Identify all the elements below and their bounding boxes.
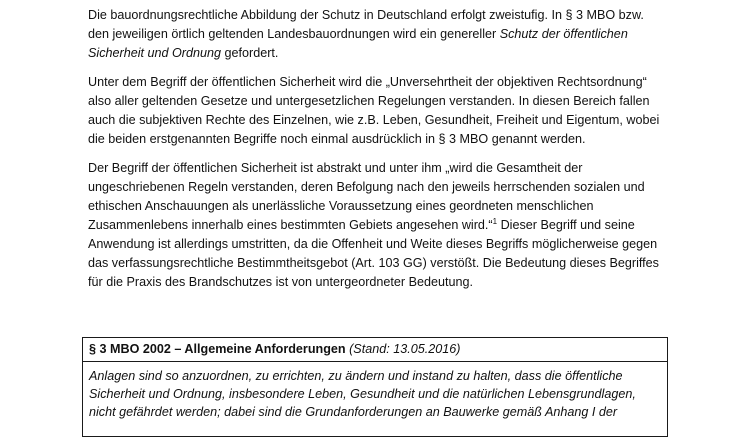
document-body (88, 6, 668, 302)
law-title-text: § 3 MBO 2002 – Allgemeine Anforderungen (89, 342, 346, 356)
paragraph-3-tail: Dieser Begriff und seine Anwendung ist allerdings umstritten, da die Offenheit und Weite dieses Begriffs möglicherweise gegen das verfassungsrechtliche Bestimmtheitsgebot (Art. 103 GG) verstößt. Die Bedeutung dieses Begriffes für die Praxis des Brandschutzes ist von untergeordneter Bedeutung. (88, 218, 659, 289)
paragraph-1-text: Die bauordnungsrechtliche Abbildung der Schutz in Deutschland erfolgt zweistufig. In § 3 MBO bzw. den jeweiligen örtlich geltenden Landesbauordnungen wird ein genereller (88, 8, 644, 41)
paragraph-2: Unter dem Begriff der öffentlichen Sicherheit wird die „Unversehrtheit der objektiven Rechtsordnung“ also aller geltenden Gesetze und untergesetzlichen Regelungen verstanden. In diesen Bereich fallen auch die subjektiven Rechte des Einzelnen, wie z.B. Leben, Gesundheit, Freiheit und Eigentum, wobei die beiden erstgenannten Begriffe noch einmal ausdrücklich in § 3 MBO genannt werden. (88, 75, 660, 146)
footnote-reference[interactable]: 1 (492, 216, 498, 226)
law-excerpt-title (83, 340, 667, 362)
paragraph-1-tail: gefordert. (221, 46, 279, 60)
law-stand-date: (Stand: 13.05.2016) (349, 342, 461, 356)
paragraph-1-emphasis: Schutz der öffentlichen Sicherheit und Ordnung (88, 27, 628, 60)
paragraph-1 (88, 6, 668, 63)
law-excerpt-box (82, 337, 668, 437)
paragraph-3-text: Der Begriff der öffentlichen Sicherheit ist abstrakt und unter ihm „wird die Gesamtheit der ungeschriebenen Regeln verstanden, deren Befolgung nach den jeweils herrschenden sozialen und ethischen Anschauungen als unerlässliche Voraussetzung eines geordneten menschlichen Zusammenlebens innerhalb eines bestimmten Gebiets angesehen wird.“ (88, 161, 645, 232)
law-excerpt-body: Anlagen sind so anzuordnen, zu errichten, zu ändern und instand zu halten, dass die öffentliche Sicherheit und Ordnung, insbesondere Leben, Gesundheit und die natürlichen Lebensgrundlagen, nicht gefährdet werden; dabei sind die Grundanforderungen an Bauwerke gemäß Anhang I der (89, 369, 636, 419)
paragraph-3 (88, 159, 668, 292)
